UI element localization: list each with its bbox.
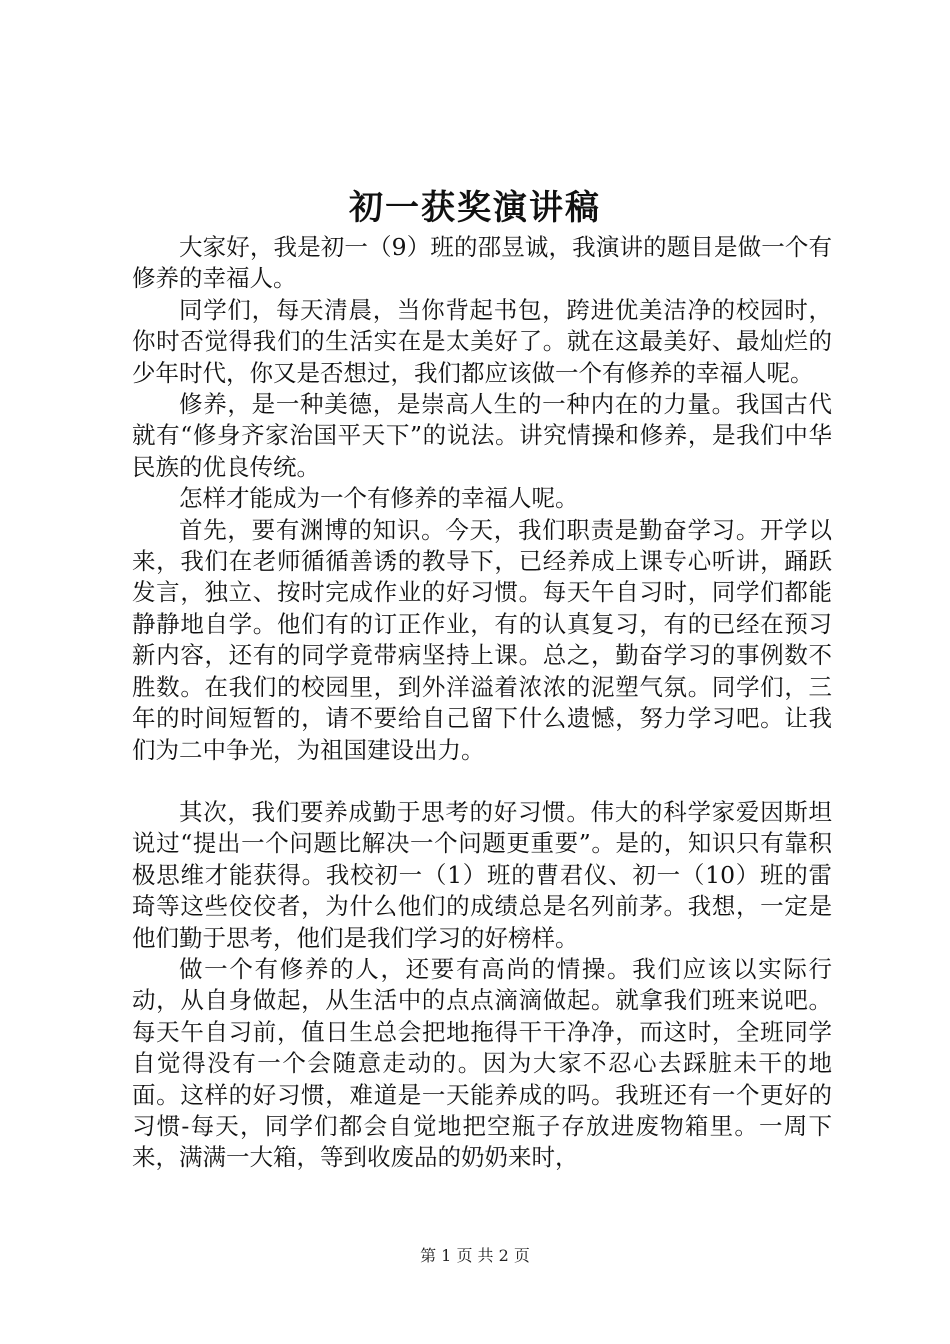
paragraph: 怎样才能成为一个有修养的幸福人呢。 — [179, 484, 579, 513]
paragraph: 其次，我们要养成勤于思考的好习惯。伟大的科学家爱因斯坦说过“提出一个问题比解决一个问题更重要”。是的，知识只有靠积极思维才能获得。我校初一（1）班的曹君仪、初一（10）班的雷琦等这些佼佼者，为什么他们的成绩总是名列前茅。我想，一定是他们勤于思考，他们是我们学习的好榜样。 — [132, 797, 832, 952]
paragraph: 大家好，我是初一（9）班的邵昱诚，我演讲的题目是做一个有修养的幸福人。 — [132, 233, 832, 293]
paragraph: 同学们，每天清晨，当你背起书包，跨进优美洁净的校园时，你时否觉得我们的生活实在是太美好了。就在这最美好、最灿烂的少年时代，你又是否想过，我们都应该做一个有修养的幸福人呢。 — [132, 295, 832, 387]
paragraph: 修养，是一种美德，是崇高人生的一种内在的力量。我国古代就有“修身齐家治国平天下”的说法。讲究情操和修养，是我们中华民族的优良传统。 — [132, 390, 832, 481]
document-body — [132, 232, 832, 1174]
page-number-footer: 第 1 页 共 2 页 — [420, 1246, 530, 1265]
document-title: 初一获奖演讲稿 — [349, 188, 601, 228]
paragraph: 做一个有修养的人，还要有高尚的情操。我们应该以实际行动，从自身做起，从生活中的点点滴滴做起。就拿我们班来说吧。每天午自习前，值日生总会把地拖得干干净净，而这时，全班同学自觉得没有一个会随意走动的。因为大家不忍心去踩脏未干的地面。这样的好习惯，难道是一天能养成的吗。我班还有一个更好的习惯-每天，同学们都会自觉地把空瓶子存放进废物箱里。一周下来，满满一大箱，等到收废品的奶奶来时， — [132, 954, 832, 1172]
paragraph: 首先，要有渊博的知识。今天，我们职责是勤奋学习。开学以来，我们在老师循循善诱的教导下，已经养成上课专心听讲，踊跃发言，独立、按时完成作业的好习惯。每天午自习时，同学们都能静静地自学。他们有的订正作业，有的认真复习，有的已经在预习新内容，还有的同学竟带病坚持上课。总之，勤奋学习的事例数不胜数。在我们的校园里，到外洋溢着浓浓的泥塑气氛。同学们，三年的时间短暂的，请不要给自己留下什么遗憾，努力学习吧。让我们为二中争光，为祖国建设出力。 — [132, 515, 832, 764]
